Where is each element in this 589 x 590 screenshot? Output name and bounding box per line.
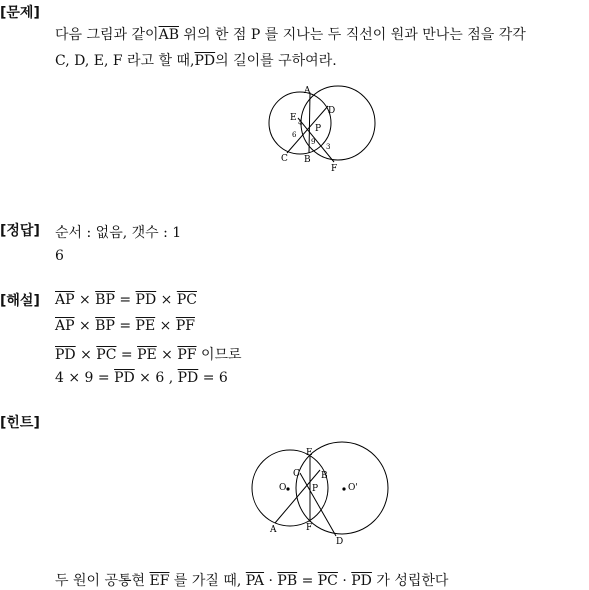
problem-text: 의 길이를 구하여라. (215, 53, 337, 69)
answer-line-2: 6 (55, 248, 64, 264)
label-p: P (312, 484, 319, 494)
op: · (264, 573, 278, 589)
seg: $\overline{PC}$ (317, 573, 338, 589)
label-e: E (306, 448, 313, 458)
op: × (156, 292, 177, 308)
op: = (114, 318, 136, 334)
chord-ab (309, 93, 310, 153)
op: × (74, 292, 96, 308)
seg: $\overline{PD}$ (351, 573, 372, 589)
label-3: 3 (326, 143, 331, 151)
seg: $\overline{BP}$ (95, 292, 115, 308)
label-a: A (270, 525, 277, 535)
solution-line-2 (55, 318, 195, 334)
label-b: B (304, 155, 311, 165)
seg: $\overline{PD}$ (114, 370, 135, 386)
label-4: 4 (298, 119, 303, 127)
problem-line-1 (55, 24, 526, 44)
text: 를 가질 때, (169, 573, 246, 589)
text: 4 × 9 = (55, 370, 115, 386)
label-f: F (306, 523, 313, 533)
label-c: C (281, 154, 288, 164)
seg: $\overline{PB}$ (277, 573, 298, 589)
seg: $\overline{PE}$ (135, 318, 156, 334)
problem-text: 다음 그림과 같이 (55, 27, 159, 43)
text: 가 성립한다 (371, 573, 449, 589)
seg: $\overline{PD}$ (135, 292, 157, 308)
seg: $\overline{AP}$ (55, 292, 75, 308)
problem-text: 위의 한 점 P 를 지나는 두 직선이 원과 만나는 점을 각각 (178, 27, 526, 43)
solution-line-4 (55, 370, 228, 386)
center-o-prime-dot (342, 487, 345, 490)
label-o: O (279, 483, 287, 493)
hint-figure (250, 440, 395, 548)
seg: $\overline{PE}$ (137, 347, 157, 363)
op: = (297, 573, 318, 589)
hint-line (55, 570, 448, 590)
text: × 6 , (134, 370, 178, 386)
text: 이므로 (196, 347, 242, 363)
problem-figure (262, 82, 382, 174)
label-b: B (321, 471, 328, 481)
right-circle (301, 86, 375, 160)
label-6: 6 (292, 131, 297, 139)
problem-heading: [문제] (0, 5, 40, 21)
seg: $\overline{PF}$ (175, 318, 195, 334)
seg: $\overline{BP}$ (95, 318, 115, 334)
label-d: D (328, 106, 336, 116)
op: × (156, 347, 178, 363)
answer-line-1: 순서 : 없음, 갯수 : 1 (55, 225, 182, 241)
seg: $\overline{AP}$ (55, 318, 75, 334)
label-9: 9 (311, 138, 316, 146)
seg: $\overline{PA}$ (245, 573, 265, 589)
seg: $\overline{EF}$ (149, 573, 170, 589)
op: × (74, 318, 96, 334)
hint-heading: [힌트] (0, 415, 40, 431)
op: · (337, 573, 352, 589)
op: = (114, 292, 136, 308)
segment-ab: $\overline{AB}$ (158, 27, 179, 43)
seg: $\overline{PC}$ (176, 292, 197, 308)
seg: $\overline{PF}$ (177, 347, 197, 363)
label-d: D (336, 537, 344, 547)
label-f: F (331, 164, 338, 174)
seg: $\overline{PD}$ (177, 370, 199, 386)
solution-line-3 (55, 344, 242, 364)
segment-pd: $\overline{PD}$ (194, 53, 216, 69)
solution-heading: [해설] (0, 293, 40, 309)
label-o-prime: O' (348, 483, 358, 493)
label-p: P (315, 124, 322, 134)
label-e: E (290, 113, 297, 123)
center-o-dot (286, 487, 289, 490)
label-c: C (293, 469, 300, 479)
op: × (75, 347, 97, 363)
op: × (155, 318, 176, 334)
problem-text: C, D, E, F 라고 할 때, (55, 53, 195, 69)
text: = 6 (198, 370, 228, 386)
answer-heading: [정답] (0, 223, 40, 239)
solution-line-1 (55, 292, 197, 308)
label-a: A (304, 86, 311, 96)
seg: $\overline{PD}$ (55, 347, 76, 363)
text: 두 원이 공통현 (55, 573, 150, 589)
seg: $\overline{PC}$ (96, 347, 117, 363)
op: = (116, 347, 138, 363)
problem-line-2 (55, 50, 337, 70)
